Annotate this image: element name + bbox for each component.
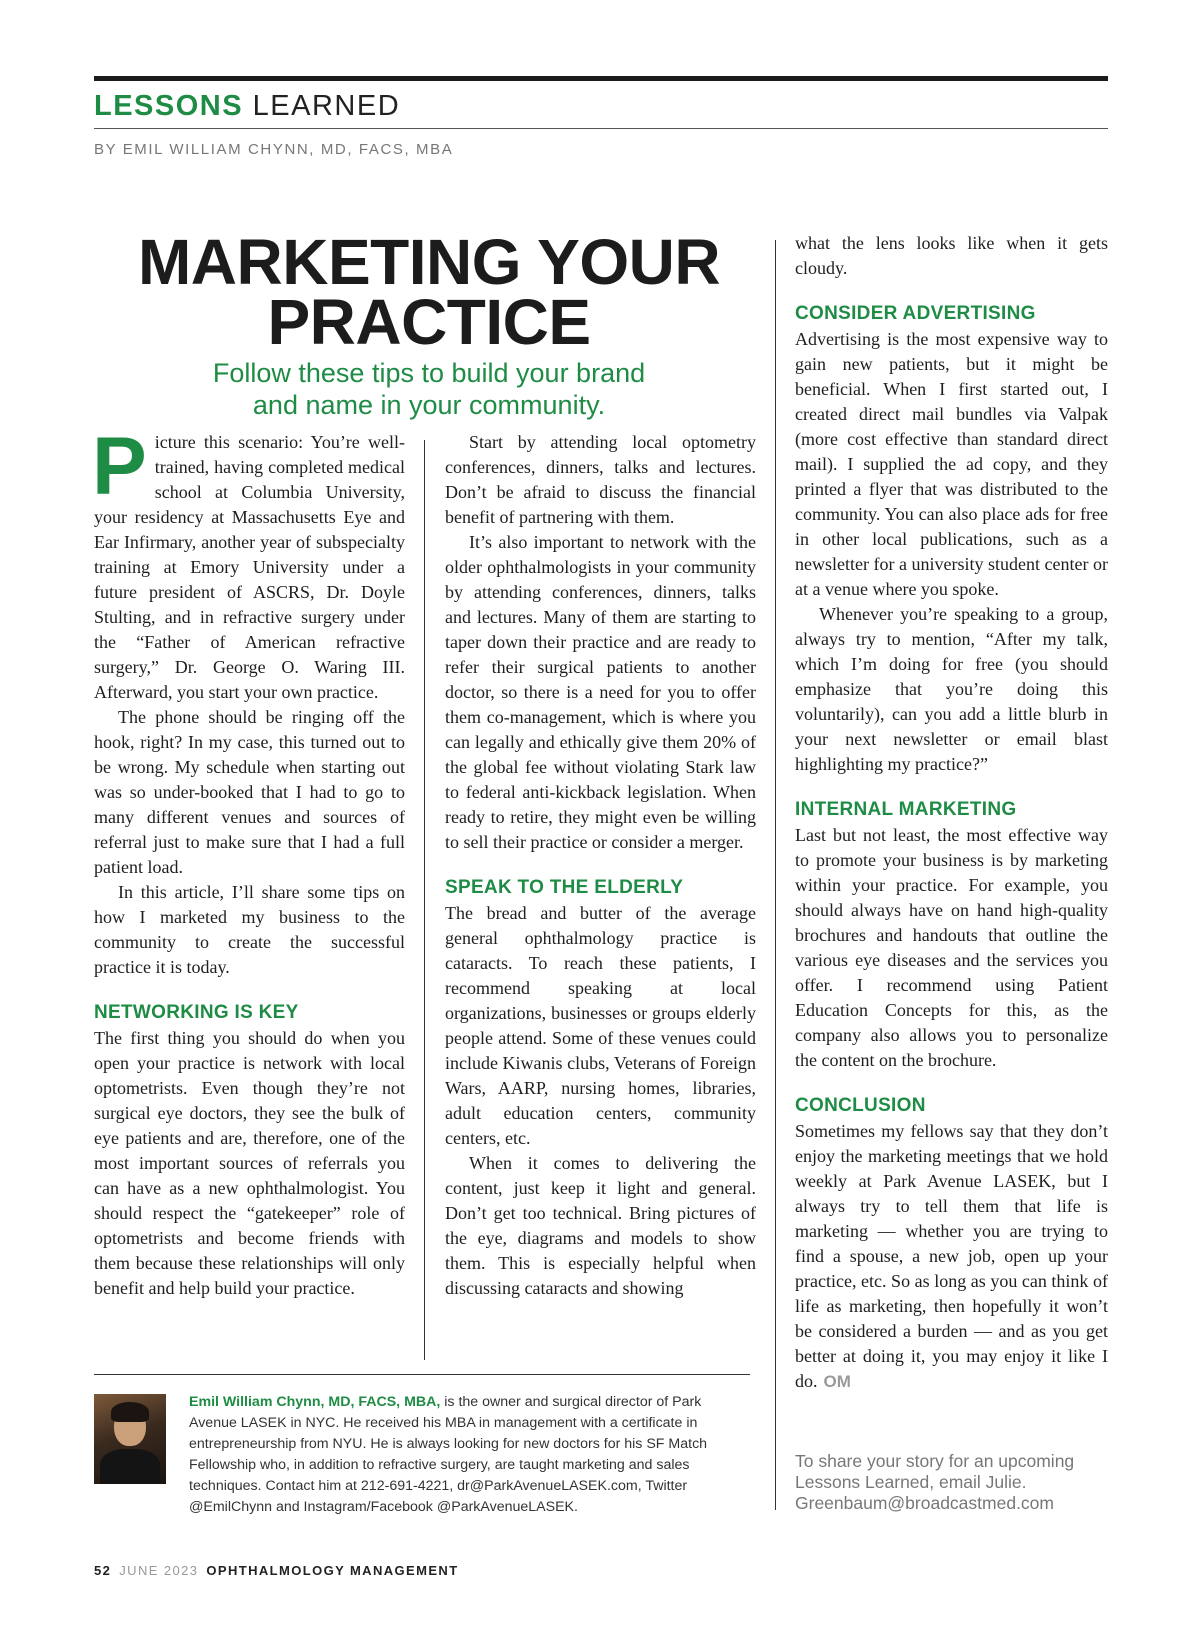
subheading-elderly: SPEAK TO THE ELDERLY: [445, 877, 684, 898]
page-footer: [94, 1563, 459, 1578]
page-number: 52: [94, 1563, 112, 1578]
column-divider-1: [424, 440, 425, 1360]
author-photo-hair: [111, 1402, 149, 1422]
paragraph: Start by attending local optometry conferences, dinners, talks and lectures. Don’t be afraid to discuss the financial benefit of partnering with them.: [445, 432, 756, 527]
subheading-advertising: CONSIDER ADVERTISING: [795, 303, 1036, 324]
column-1: [92, 421, 405, 1301]
paragraph: Last but not least, the most effective way to promote your business is by marketing within your practice. For example, you should always have on hand high-quality brochures and handouts that outline the various eye diseases and the services you offer. I recommend using Patient Education Concepts for this, as the company also allows you to personalize the content on the brochure.: [795, 825, 1108, 1070]
section-label-strong: LESSONS: [94, 90, 244, 122]
issue-date: JUNE 2023: [119, 1563, 199, 1578]
author-photo: [94, 1394, 166, 1484]
subheading-internal-marketing: INTERNAL MARKETING: [795, 799, 1017, 820]
column-2: [445, 430, 756, 1301]
paragraph: The first thing you should do when you open your practice is network with local optometrists. Even though they’re not surgical eye doctors, they see the bulk of eye patients and are, therefore, one of the most important sources of referrals you can have as a new ophthalmologist. You should respect the “gatekeeper” role of optometrists and become friends with them because these relationships will only benefit and help build your practice.: [94, 1028, 405, 1298]
paragraph: The phone should be ringing off the hook, right? In my case, this turned out to be wrong. My schedule when starting out was so under-booked that I had to go to many different venues and sources of referral just to make sure that I had a full patient load.: [94, 707, 405, 877]
conclusion-text: Sometimes my fellows say that they don’t enjoy the marketing meetings that we hold weekly at Park Avenue LASEK, but I always try to tell them that life is marketing — whether you are trying to find a spouse, a new job, open up your practice, etc. So as long as you can think of life as marketing, then hopefully it won’t be considered a burden — and as you get better at doing it, you may enjoy it like I do.: [795, 1121, 1108, 1391]
section-label-light: LEARNED: [252, 90, 401, 122]
paragraph-conclusion: [795, 1119, 1108, 1394]
paragraph: In this article, I’ll share some tips on how I marketed my business to the community to create the successful practice it is today.: [94, 882, 405, 977]
paragraph: Whenever you’re speaking to a group, always try to mention, “After my talk, which I’m doing for free (you should emphasize that you’re doing this voluntarily), can you add a little blurb in your next newsletter or email blast highlighting my practice?”: [795, 604, 1108, 774]
paragraph: what the lens looks like when it gets cloudy.: [795, 233, 1108, 278]
author-bio: [189, 1392, 749, 1518]
paragraph-intro: [92, 421, 405, 705]
paragraph: Advertising is the most expensive way to gain new patients, but it might be beneficial. When I first started out, I created direct mail bundles via Valpak (more cost effective than standard direct mail). I supplied the ad copy, and they printed a flyer that was distributed to the community. You can also place ads for free in other local publications, such as a newsletter for a university student center or at a venue where you spoke.: [795, 329, 1108, 599]
author-bio-name: Emil William Chynn, MD, FACS, MBA,: [189, 1394, 441, 1410]
column-divider-2: [775, 240, 776, 1510]
header-divider: [94, 128, 1108, 129]
subtitle-line-1: Follow these tips to build your brand: [212, 358, 646, 388]
author-photo-body: [100, 1449, 160, 1484]
drop-cap: P: [92, 421, 147, 512]
section-label: [94, 90, 400, 122]
paragraph: When it comes to delivering the content, just keep it light and general. Don’t get too technical. Bring pictures of the eye, diagrams and models to show them. This is especially helpful when discussing cataracts and showing: [445, 1153, 756, 1298]
end-mark: OM: [823, 1372, 851, 1391]
byline: BY EMIL WILLIAM CHYNN, MD, FACS, MBA: [94, 141, 454, 158]
top-rule: [94, 76, 1108, 81]
share-note: To share your story for an upcoming Lessons Learned, email Julie. Greenbaum@broadcastmed.com: [795, 1451, 1075, 1513]
subheading-conclusion: CONCLUSION: [795, 1095, 926, 1116]
publication-name: OPHTHALMOLOGY MANAGEMENT: [206, 1563, 459, 1578]
paragraph: It’s also important to network with the older ophthalmologists in your community by attending conferences, dinners, talks and lectures. Many of them are starting to taper down their practice and are ready to refer their surgical patients to another doctor, so there is a need for you to offer them co-management, which is where you can legally and ethically give them 20% of the global fee without violating Stark law to federal anti-kickback legislation. When ready to retire, they might even be willing to sell their practice or consider a merger.: [445, 532, 756, 852]
subheading-networking: NETWORKING IS KEY: [94, 1002, 299, 1023]
bio-divider: [94, 1374, 750, 1375]
article-title: MARKETING YOUR PRACTICE: [137, 226, 721, 358]
article-subtitle: [94, 357, 764, 421]
intro-text: icture this scenario: You’re well-trained, having completed medical school at Columbia University, your residency at Massachusetts Eye and Ear Infirmary, another year of subspecialty training at Emory University under a future president of ASCRS, Dr. Doyle Stulting, and in refractive surgery under the “Father of American refractive surgery,” Dr. George O. Waring III. Afterward, you start your own practice.: [94, 432, 405, 702]
subtitle-line-2: and name in your community.: [252, 390, 606, 420]
column-3: [795, 231, 1108, 1394]
author-bio-text: is the owner and surgical director of Park Avenue LASEK in NYC. He received his MBA in management with a certificate in entrepreneurship from NYU. He is always looking for new doctors for his SF Match Fellowship who, in addition to refractive surgery, are taught marketing and sales techniques. Contact him at 212-691-4221, dr@ParkAvenueLASEK.com, Twitter @EmilChynn and Instagram/Facebook @ParkAvenueLASEK.: [189, 1394, 708, 1515]
paragraph: The bread and butter of the average general ophthalmology practice is cataracts. To reach these patients, I recommend speaking at local organizations, businesses or groups elderly people attend. Some of these venues could include Kiwanis clubs, Veterans of Foreign Wars, AARP, nursing homes, libraries, adult education centers, community centers, etc.: [445, 903, 756, 1148]
